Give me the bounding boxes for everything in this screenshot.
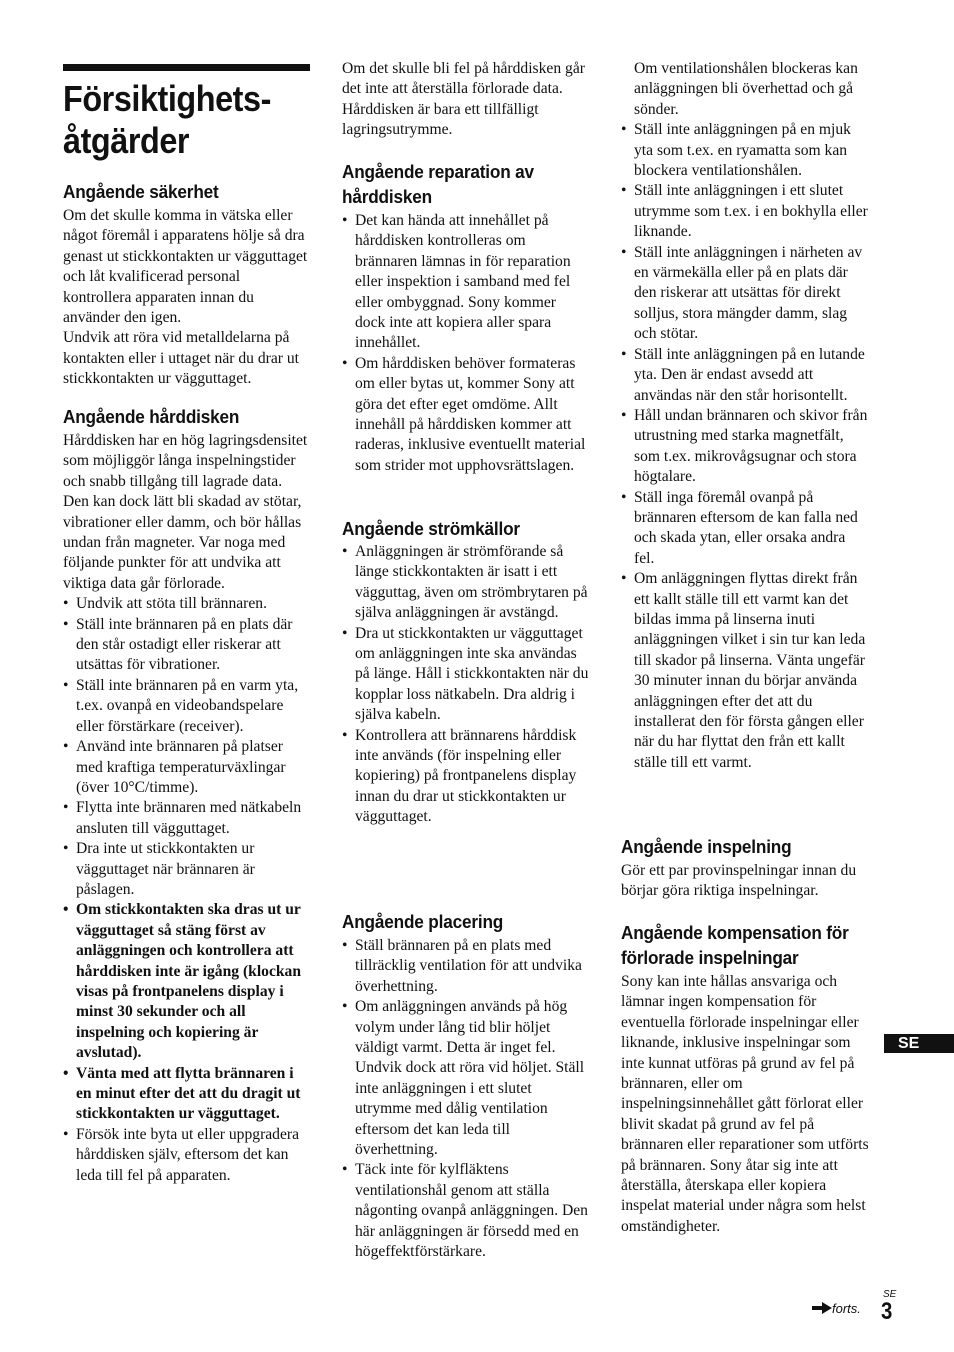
footer-language-code: SE: [883, 1289, 897, 1300]
list-item: • Flytta inte brännaren med nätkabeln ansluten till vägguttaget.: [63, 798, 311, 839]
placering-bullet-list: [342, 936, 590, 1263]
heading-placering: Angående placering: [342, 911, 504, 932]
list-item: • Täck inte för kylfläktens ventilationshål genom att ställa någonting ovanpå anläggningen. Den här anläggningen är försedd med en högeffektförstärkare.: [342, 1160, 590, 1262]
kompensation-paragraph: Sony kan inte hållas ansvariga och lämnar ingen kompensation för eventuella förlorade inspelningar eller liknande, inklusive inspelningar som inte kunnat utföras på grund av fel på brännaren, eller om inspelningsinnehållet gått förlorat eller blivit skadat på grund av fel på brännaren eller reparationer som utförts på brännaren. Sony åtar sig inte att återställa, återskapa eller kopiera inspelat material under några som helst omständigheter.: [621, 973, 869, 1235]
inspelning-paragraph: Gör ett par provinspelningar innan du börjar göra riktiga inspelningar.: [621, 862, 857, 900]
arrow-right-icon: [812, 1302, 832, 1314]
heading-inspelning: Angående inspelning: [621, 836, 792, 857]
heading-sakerhet: Angående säkerhet: [63, 181, 219, 202]
heading-reparation-line-2: hårddisken: [342, 186, 432, 207]
list-item: • Dra inte ut stickkontakten ur vägguttaget när brännaren är påslagen.: [63, 839, 311, 900]
page-number: 3: [881, 1298, 893, 1325]
heading-harddisken: Angående hårddisken: [63, 406, 240, 427]
list-item: • Om anläggningen används på hög volym under lång tid blir höljet väldigt varmt. Detta är inget fel. Undvik dock att röra vid höljet. Ställ inte anläggningen i ett slutet utrymme med dålig ventilation eftersom det kan leda till överhettning.: [342, 997, 590, 1160]
strom-bullet-list: [342, 542, 590, 828]
list-item: • Försök inte byta ut eller uppgradera hårddisken själv, eftersom det kan leda till fel på apparaten.: [63, 1125, 311, 1186]
list-item: • Håll undan brännaren och skivor från utrustning med starka magnetfält, som t.ex. mikrovågsugnar och stora högtalare.: [621, 406, 869, 488]
intro-paragraph: Om det skulle bli fel på hårddisken går det inte att återställa förlorade data. Hårddisken är bara ett tillfälligt lagringsutrymme.: [342, 60, 585, 139]
heading-kompensation-line-1: Angående kompensation för: [621, 922, 849, 943]
continued-text: Om ventilationshålen blockeras kan anläggningen bli överhettad och gå sönder.: [634, 60, 858, 118]
heading-stromkallor: Angående strömkällor: [342, 518, 520, 539]
title-rule: [63, 64, 310, 71]
placering-continued-list: [621, 59, 869, 773]
list-item: • Ställ inte anläggningen i ett slutet utrymme som t.ex. i en bokhylla eller liknande.: [621, 181, 869, 242]
page-title: Försiktighets- åtgärder: [63, 78, 271, 161]
list-item: • Undvik att stöta till brännaren.: [63, 594, 311, 614]
reparation-bullet-list: [342, 211, 590, 476]
list-item: • Kontrollera att brännarens hårddisk inte används (för inspelning eller kopiering) på frontpanelens display innan du drar ut stickkontakten ur vägguttaget.: [342, 726, 590, 828]
sakerhet-paragraph-1: Om det skulle komma in vätska eller något föremål i apparatens hölje så dra genast ut stickkontakten ur vägguttaget och låt kvalificerad personal kontrollera apparaten innan du använder den igen.: [63, 207, 308, 327]
continued-indicator: [812, 1301, 861, 1316]
list-item-bold: • Om stickkontakten ska dras ut ur vägguttaget så stäng först av anläggningen och kontrollera att hårddisken inte är igång (klockan visas på frontpanelens display i minst 30 sekunder och all inspelning och kopiering är avslutad).: [63, 900, 311, 1063]
list-item-bold: • Vänta med att flytta brännaren i en minut efter det att du dragit ut stickkontakten ur vägguttaget.: [63, 1064, 311, 1125]
list-item: • Ställ inte anläggningen i närheten av en värmekälla eller på en plats där den riskerar att utsättas för direkt solljus, stora mängder damm, slag och stötar.: [621, 243, 869, 345]
language-tab: SE: [884, 1034, 954, 1053]
sakerhet-paragraph-2: Undvik att röra vid metalldelarna på kontakten eller i uttaget när du drar ut stickkontakten ur vägguttaget.: [63, 329, 299, 388]
harddisken-paragraph: Hårddisken har en hög lagringsdensitet som möjliggör långa inspelningstider och snabb tillgång till lagrade data. Den kan dock lätt bli skadad av stötar, vibrationer eller damm, och bör hållas undan från magneter. Var noga med följande punkter för att undvika att viktiga data går förlorade.: [63, 432, 308, 592]
list-item: • Använd inte brännaren på platser med kraftiga temperaturväxlingar (över 10°C/timme).: [63, 737, 311, 798]
list-item: • Ställ inte brännaren på en varm yta, t.ex. ovanpå en videobandspelare eller förstärkare (receiver).: [63, 676, 311, 737]
list-item: • Ställ brännaren på en plats med tillräcklig ventilation för att undvika överhettning.: [342, 936, 590, 997]
list-item: • Om anläggningen flyttas direkt från ett kallt ställe till ett varmt kan det bildas imma på linserna inuti anläggningen vilket i sin tur kan leda till skador på linserna. Vänta ungefär 30 minuter innan du börjar använda anläggningen efter det att du installerat den för första gången eller när du har flyttat den från ett kallt ställe till ett varmt.: [621, 569, 869, 773]
harddisken-bullet-list: [63, 594, 311, 1186]
list-item: • Ställ inte anläggningen på en mjuk yta som t.ex. en ryamatta som kan blockera ventilationshålen.: [621, 120, 869, 181]
heading-kompensation-line-2: förlorade inspelningar: [621, 947, 799, 968]
list-item: • Om hårddisken behöver formateras om eller bytas ut, kommer Sony att göra det efter eget omdöme. Allt innehåll på hårddisken kommer att raderas, inklusive eventuellt material som strider mot upphovsrättslagen.: [342, 354, 590, 476]
heading-reparation-line-1: Angående reparation av: [342, 161, 534, 182]
continued-label: forts.: [832, 1301, 861, 1316]
list-item: • Dra ut stickkontakten ur vägguttaget om anläggningen inte ska användas på länge. Håll i stickkontakten när du kopplar loss nätkabeln. Dra aldrig i själva kabeln.: [342, 624, 590, 726]
list-item: • Ställ inte anläggningen på en lutande yta. Den är endast avsedd att användas när den står horisontellt.: [621, 345, 869, 406]
list-item: • Ställ inte brännaren på en plats där den står ostadigt eller riskerar att utsättas för vibrationer.: [63, 615, 311, 676]
list-item: • Ställ inga föremål ovanpå på brännaren eftersom de kan falla ned och skada ytan, eller orsaka andra fel.: [621, 488, 869, 570]
list-item: • Anläggningen är strömförande så länge stickkontakten är isatt i ett vägguttag, även om strömbrytaren på själva anläggningen är avstängd.: [342, 542, 590, 624]
list-item: • Det kan hända att innehållet på hårddisken kontrolleras om brännaren lämnas in för reparation eller inspektion i samband med fel eller ombyggnad. Sony kommer dock inte att kopiera aller spara innehållet.: [342, 211, 590, 354]
